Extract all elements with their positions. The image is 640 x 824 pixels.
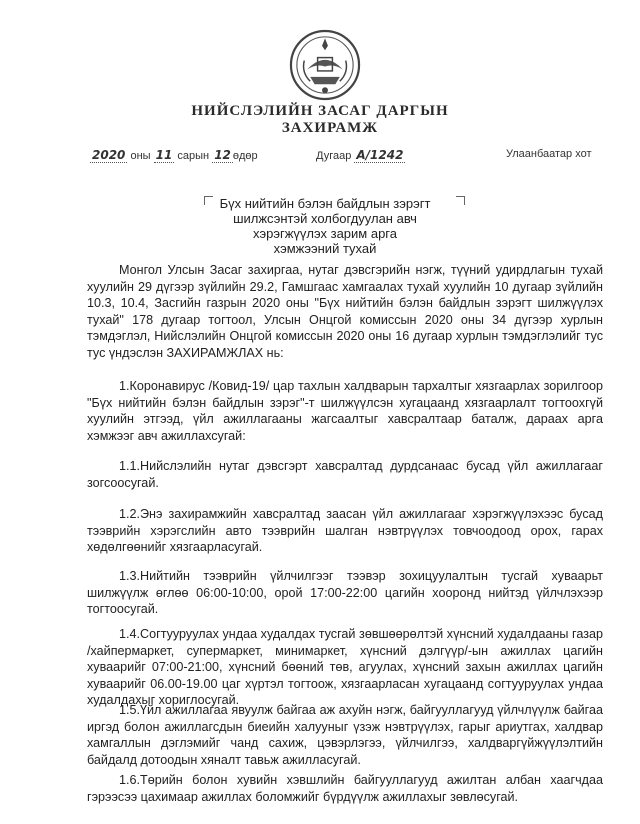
date-line [90, 148, 258, 162]
clause-1-6: 1.6.Төрийн болон хувийн хэвшлийн байгууллагууд ажилтан албан хаагчдаа гэрээсээ цахимаар ажиллах боломжийг бүрдүүлж ажиллахыг зөвлөсугай. [87, 773, 603, 804]
date-year: 2020 [92, 148, 126, 162]
clause-1-4: 1.4.Согтууруулах ундаа худалдах тусгай зөвшөөрөлтэй хүнсний худалдааны газар /хайпермаркет, супермаркет, минимаркет, хүнсний дэлгүүр/-ын ажиллах цагийн хуваарийг 07:00-21:00, хүнсний бөөний төв, агуулах, хүнсний захын ажиллах цагийн хуваарийг 06.00-19.00 цаг хүртэл тогтоож, хязгаарласан хугацаанд согтууруулах ундаа худалдахыг хориглосугай. [87, 627, 603, 707]
subject-line: хэрэгжүүлэх зарим арга [253, 226, 397, 241]
number-value: А/1242 [356, 148, 404, 162]
city-name: Улаанбаатар хот [506, 148, 592, 160]
document-type: ЗАХИРАМЖ [281, 120, 379, 136]
org-title: НИЙСЛЭЛИЙН ЗАСАГ ДАРГЫН [191, 103, 449, 119]
date-day-suffix: өдөр [232, 150, 258, 162]
clause-1-1: 1.1.Нийслэлийн нутаг дэвсгэрт хавсралтад дурдсанаас бусад үйл ажиллагааг зогсоосугай. [87, 459, 603, 490]
clause-1-2: 1.2.Энэ захирамжийн хавсралтад заасан үйл ажиллагааг хэрэгжүүлэхээс бусад тээврийн хэрэгслийн авто тээврийн шалган нэвтрүүлэх товчоодоод орох, гарах хөдөлгөөнийг хязгаарласугай. [87, 507, 603, 554]
state-emblem-icon [288, 28, 362, 102]
date-month-suffix: сарын [177, 150, 210, 162]
date-month: 11 [155, 148, 173, 162]
date-day: 12 [214, 148, 231, 162]
number-label: Дугаар [316, 150, 352, 162]
document-subject [180, 196, 470, 256]
subject-line: хэмжээний тухай [273, 241, 377, 256]
subject-line: Бүх нийтийн бэлэн байдлын зэрэгт [219, 196, 431, 211]
clause-1-3: 1.3.Нийтийн тээврийн үйлчилгээг тээвэр зохицуулалтын тусгай хуваарьт шилжүүлж өглөө 06:00-10:00, орой 17:00-22:00 цагийн хооронд нийтэд үйлчлэхээр тогтоосугай. [87, 569, 603, 616]
clause-1: 1.Коронавирус /Ковид-19/ цар тахлын халдварын тархалтыг хязгаарлах зорилгоор "Бүх нийтийн бэлэн байдлын зэрэг"-т шилжүүлсэн хугацаанд хязгаарлалт тогтоохгүй хуулийн этгээд, үйл ажиллагааны жагсаалтыг хавсралтаар баталж, дараах арга хэмжээг авч ажиллахсугай: [87, 379, 603, 443]
subject-line: шилжсэнтэй холбогдуулан авч [233, 211, 417, 226]
preamble-paragraph: Монгол Улсын Засаг захиргаа, нутаг дэвсгэрийн нэгж, түүний удирдлагын тухай хуулийн 29 дүгээр зүйлийн 29.2, Гамшгаас хамгаалах тухай хуулийн 10 дугаар зүйлийн 10.3, 10.4, Засгийн газрын 2020 оны "Бүх нийтийн бэлэн байдлын зэрэгт шилжүүлэх тухай" 178 дугаар тогтоол, Улсын Онцгой комиссын 2020 оны 34 дүгээр хурлын тэмдэглэл, Нийслэлийн Онцгой комиссын 2020 оны 16 дугаар хурлын тэмдэглэлийг тус тус үндэслэн ЗАХИРАМЖЛАХ нь: [87, 263, 603, 360]
document-number [316, 148, 405, 162]
date-year-suffix: оны [130, 150, 151, 162]
clause-1-5: 1.5.Үйл ажиллагаа явуулж байгаа аж ахуйн нэгж, байгууллагууд үйлчлүүлж байгаа иргэд болон ажиллагсдын биеийн халууныг үзэж нэвтрүүлэх, гарыг ариутгах, халдвар хамгаллын дэглэмийг чанд сахиж, цэвэрлэгээ, үйлчилгээ, халдваргүйжүүлэлтийн байдалд дотоодын хяналт тавьж ажилласугай. [87, 703, 603, 767]
